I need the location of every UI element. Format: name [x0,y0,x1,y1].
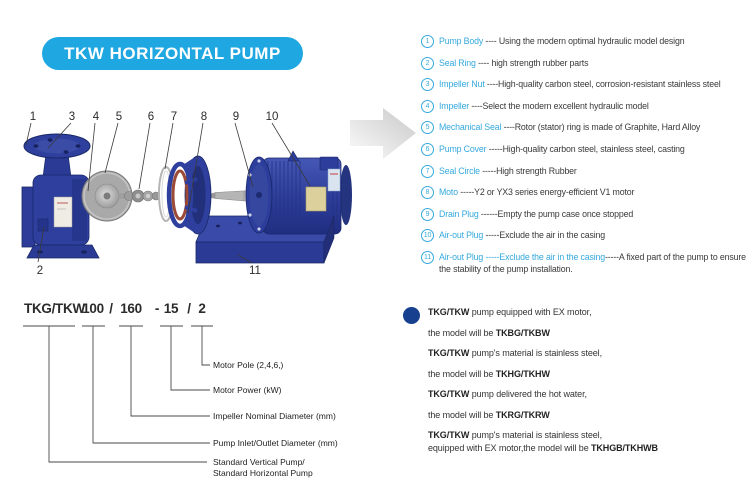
part-desc: -----A fixed part of the pump to ensure the stability of the pump installation. [439,251,746,275]
label-impeller-diam: Impeller Nominal Diameter (mm) [213,411,336,421]
part-desc: ----High-quality carbon steel, corrosion-resistant stainless steel [486,79,721,90]
part-name: Seal Ring [439,57,476,68]
list-item [421,57,756,70]
part-label-4: 4 [92,111,100,123]
title-banner [42,37,303,70]
series-code: TKG/TKW [428,389,470,399]
model-inlet: 100 [82,301,104,316]
part-name: Impeller [439,100,470,111]
model-pole: 2 [198,301,206,316]
pump-exploded-diagram [0,95,430,290]
variant-line [428,429,750,441]
motor-part [246,151,352,234]
variant-text: the model will be [428,368,496,379]
item-number-badge: 6 [421,143,434,156]
variant-text: equipped with EX motor,the model will be [428,443,591,453]
model-impeller: 160 [120,301,142,316]
drain-plug-part [38,219,48,231]
part-label-8: 8 [200,111,208,123]
part-label-9: 9 [232,111,240,123]
list-item [421,35,756,48]
variant-line [428,409,750,421]
part-label-3: 3 [68,111,76,123]
part-desc: -----Y2 or YX3 series energy-efficient V1 motor [460,187,635,198]
model-slash1: / [109,301,113,316]
model-slash2: / [187,301,191,316]
part-label-2: 2 [36,265,44,277]
item-number-badge: 1 [421,35,434,48]
variant-text: pump equipped with EX motor, [469,307,592,317]
list-item [421,165,756,178]
part-desc: -----Exclude the air in the casing [485,230,606,241]
part-name: Air-out Plug [439,230,484,241]
part-name: Drain Plug [439,208,479,219]
variant-line [428,347,750,359]
item-number-badge: 9 [421,208,434,221]
series-code: TKG/TKW [428,307,470,317]
motor-shaft-part [207,191,252,202]
model-code-breakdown [0,293,400,500]
variant-text: pump delivered the hot water, [469,389,587,399]
variant-line [428,368,750,380]
label-motor-power: Motor Power (kW) [213,385,282,395]
list-item [421,229,756,242]
model-power: 15 [163,301,179,316]
parts-list [421,35,756,284]
bullet-icon [403,307,420,324]
list-item [421,251,756,276]
list-item [421,121,756,134]
part-desc: -----High strength Rubber [482,165,577,176]
model-code-lines [23,326,213,462]
label-series-line1: Standard Vertical Pump/ [213,457,305,467]
variant-line [428,306,750,318]
part-desc: ----Select the modern excellent hydraulic model [471,100,649,111]
part-desc: ---- high strength rubber parts [478,57,589,68]
variant-notes [428,306,750,463]
model-code: TKHG/TKHW [495,368,550,379]
variant-line [428,388,750,400]
part-label-11: 11 [249,265,261,277]
part-name: Seal Circle [439,165,480,176]
model-dash: - [154,301,160,316]
part-label-7: 7 [170,111,178,123]
variant-line [428,442,750,454]
variant-text: pump's material is stainless steel, [469,430,602,440]
list-item [421,100,756,113]
part-label-1: 1 [29,111,37,123]
model-code: TKRG/TKRW [495,409,550,420]
terminal-box [320,157,338,170]
model-code: TKHGB/TKHWB [591,443,658,453]
label-inlet-diam: Pump Inlet/Outlet Diameter (mm) [213,438,338,448]
part-desc: -----High-quality carbon steel, stainless steel, casting [488,143,685,154]
part-name: Impeller Nut [439,79,485,90]
item-number-badge: 4 [421,100,434,113]
list-item [421,78,756,91]
list-item [421,208,756,221]
part-name: Air-out Plug -----Exclude the air in the casing [439,251,606,262]
label-series-line2: Standard Horizontal Pump [213,468,313,478]
part-label-5: 5 [115,111,123,123]
model-series: TKG/TKW [24,301,85,316]
pump-cover-part [169,156,211,234]
item-number-badge: 3 [421,78,434,91]
item-number-badge: 10 [421,229,434,242]
item-number-badge: 7 [421,165,434,178]
direction-arrow-icon [350,108,416,159]
part-label-10: 10 [265,111,279,123]
part-name: Moto [439,187,458,198]
variant-text: the model will be [428,327,496,338]
part-label-6: 6 [147,111,155,123]
variant-text: the model will be [428,409,496,420]
part-name: Pump Cover [439,143,487,154]
motor-label [328,169,340,191]
nameplate [306,187,326,211]
label-motor-pole: Motor Pole (2,4,6,) [213,360,284,370]
part-name: Mechanical Seal [439,122,502,133]
series-code: TKG/TKW [428,430,470,440]
series-code: TKG/TKW [428,348,470,358]
variant-text: pump's material is stainless steel, [469,348,602,358]
item-number-badge: 8 [421,186,434,199]
list-item [421,186,756,199]
variant-line [428,327,750,339]
item-number-badge: 2 [421,57,434,70]
part-name: Pump Body [439,36,484,46]
part-desc: ----Rotor (stator) ring is made of Graphite, Hard Alloy [503,122,701,133]
list-item [421,143,756,156]
model-code: TKBG/TKBW [495,327,550,338]
item-number-badge: 11 [421,251,434,264]
part-desc: ------Empty the pump case once stopped [480,208,634,219]
item-number-badge: 5 [421,121,434,134]
part-desc: ---- Using the modern optimal hydraulic model design [485,36,685,46]
page-title: TKW HORIZONTAL PUMP [64,43,281,63]
